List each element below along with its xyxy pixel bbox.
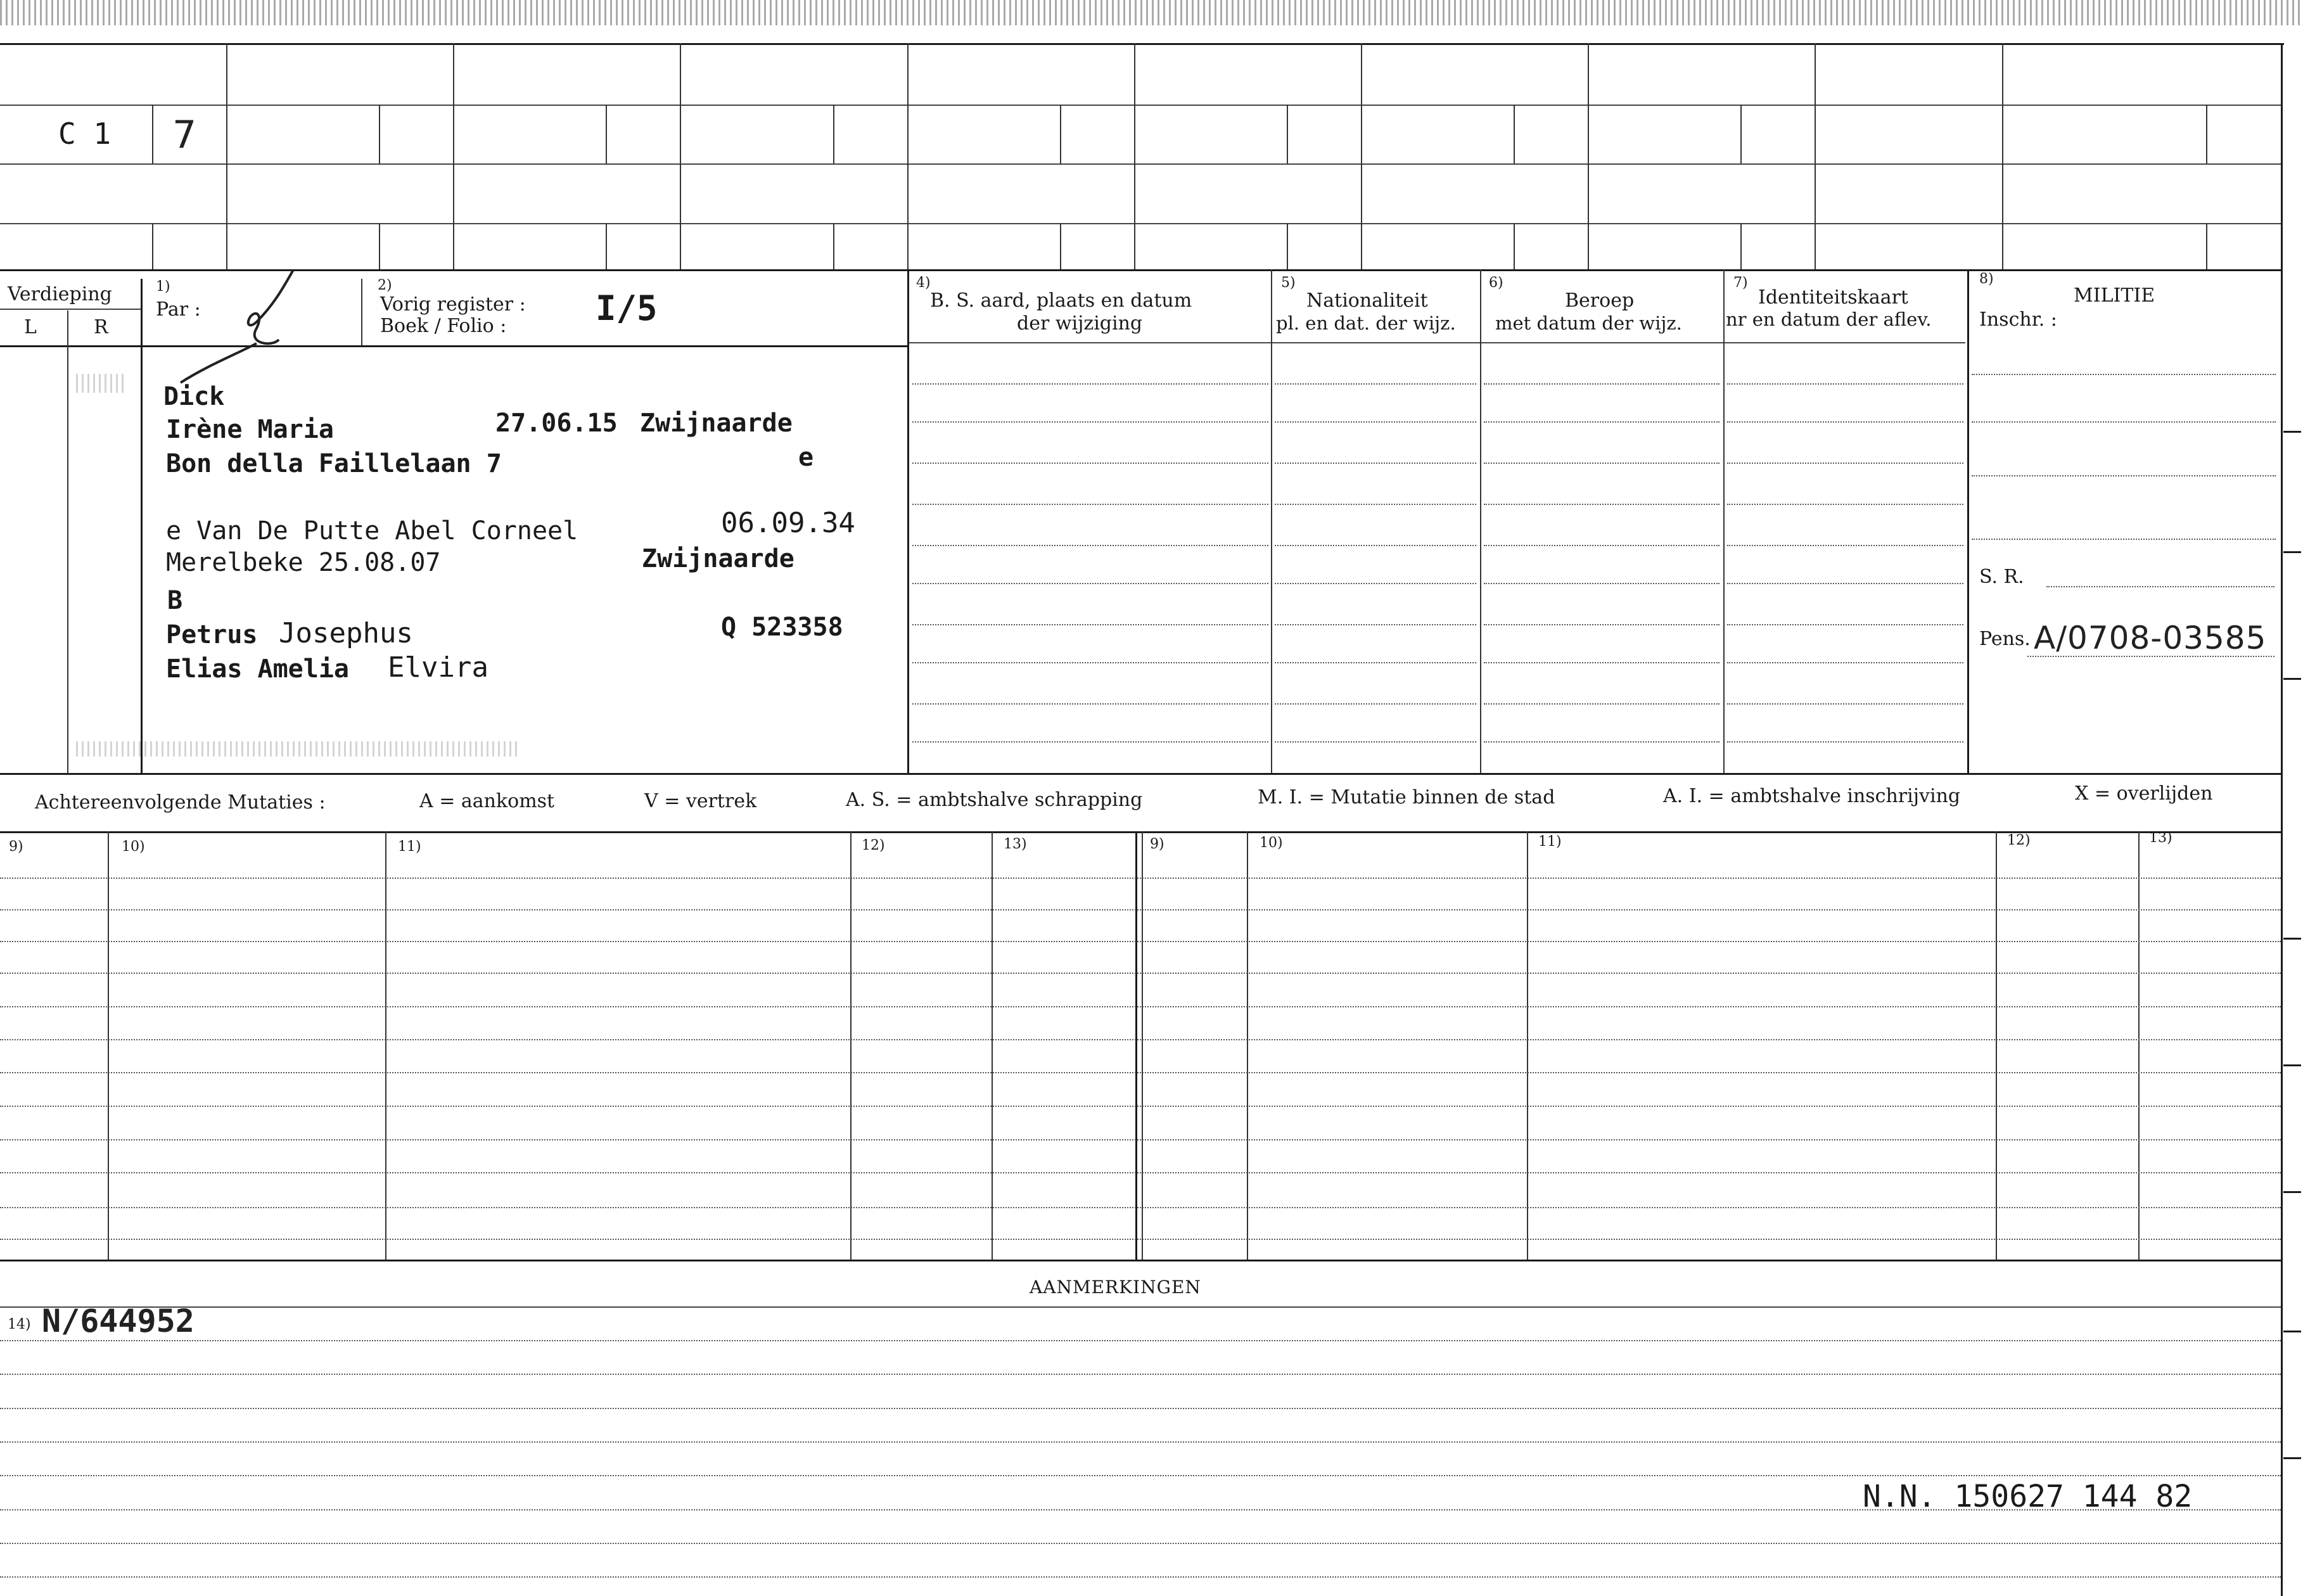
right-border (2281, 43, 2283, 1596)
mut-col-9a: 9) (9, 839, 23, 855)
aanmerkingen-num: 14) (8, 1317, 31, 1332)
address: Bon della Faillelaan 7 (166, 449, 502, 478)
inschr-label: Inschr. : (1979, 309, 2057, 331)
nat-header-line2: pl. en dat. der wijz. (1276, 312, 1456, 334)
bs-header-line2: der wijziging (1017, 312, 1143, 335)
mutaties-mi: M. I. = Mutatie binnen de stad (1258, 786, 1555, 808)
verdieping-l: L (24, 316, 37, 338)
mother-typed: Elias Amelia (166, 654, 349, 684)
verdieping-r: R (94, 316, 108, 338)
marriage-date: 06.09.34 (721, 507, 855, 539)
col-num-8: 8) (1979, 271, 1994, 287)
mut-col-11a: 11) (398, 839, 421, 855)
mut-col-9b: 9) (1150, 836, 1164, 852)
beroep-header-line1: Beroep (1565, 290, 1635, 312)
pens-value: A/0708-03585 (2034, 620, 2267, 656)
mut-col-11b: 11) (1538, 834, 1562, 850)
spouse-birth: Merelbeke 25.08.07 (166, 548, 441, 577)
card-code-right: 7 (172, 113, 197, 157)
mutaties-v: V = vertrek (644, 790, 757, 812)
birth-place: Zwijnaarde (640, 409, 793, 438)
register-value: I/5 (596, 288, 658, 328)
id-header-line2: nr en datum der aflev. (1726, 309, 1932, 330)
nn-number: N.N. 150627 144 82 (1863, 1479, 2193, 1514)
marriage-place: Zwijnaarde (642, 544, 794, 573)
militie-header: MILITIE (2074, 284, 2155, 307)
scan-noise-top (0, 0, 2303, 25)
col-num-2: 2) (378, 278, 392, 293)
given-names: Irène Maria (166, 415, 334, 444)
spouse: e Van De Putte Abel Corneel (166, 516, 578, 546)
verdieping-label: Verdieping (8, 283, 112, 305)
col-num-4: 4) (916, 275, 931, 291)
aanmerkingen-title: AANMERKINGEN (1030, 1277, 1201, 1298)
mutaties-a: A = aankomst (419, 790, 555, 812)
birth-date: 27.06.15 (495, 409, 618, 438)
mut-col-10b: 10) (1260, 835, 1283, 851)
mut-col-13a: 13) (1004, 836, 1027, 852)
address-mark: e (798, 443, 814, 472)
father-typed: Petrus (166, 620, 258, 649)
mutaties-title: Achtereenvolgende Mutaties : (35, 791, 326, 814)
col-num-1: 1) (156, 279, 170, 295)
mut-col-10a: 10) (122, 839, 145, 855)
bs-header-line1: B. S. aard, plaats en datum (930, 290, 1192, 312)
mut-col-12a: 12) (862, 838, 885, 853)
pens-label: Pens. (1979, 628, 2031, 650)
father-handwritten: Josephus (279, 617, 413, 649)
mutaties-ai: A. I. = ambtshalve inschrijving (1663, 785, 1961, 807)
top-border (0, 43, 2284, 45)
header-bottom-line (0, 345, 907, 347)
boek-folio-label: Boek / Folio : (380, 315, 507, 337)
surname: Dick (163, 382, 225, 411)
id-number: Q 523358 (721, 613, 843, 642)
mut-col-13b: 13) (2149, 830, 2172, 846)
aanmerkingen-value: N/644952 (42, 1303, 195, 1339)
b-mark: B (167, 586, 183, 615)
nat-header-line1: Nationaliteit (1306, 290, 1428, 312)
sr-label: S. R. (1979, 566, 2024, 588)
col-num-7: 7) (1733, 275, 1748, 291)
col-num-6: 6) (1489, 275, 1503, 291)
card-code-left: C 1 (58, 117, 112, 151)
id-header-line1: Identiteitskaart (1758, 286, 1908, 309)
mutaties-as: A. S. = ambtshalve schrapping (846, 789, 1143, 811)
mother-handwritten: Elvira (388, 651, 488, 684)
handwritten-par-mark (162, 265, 301, 392)
mutaties-x: X = overlijden (2075, 782, 2213, 805)
beroep-header-line2: met datum der wijz. (1495, 312, 1682, 334)
vorig-register-label: Vorig register : (380, 293, 526, 316)
mut-col-12b: 12) (2007, 833, 2031, 848)
par-label: Par : (156, 298, 201, 321)
col-num-5: 5) (1281, 275, 1296, 291)
